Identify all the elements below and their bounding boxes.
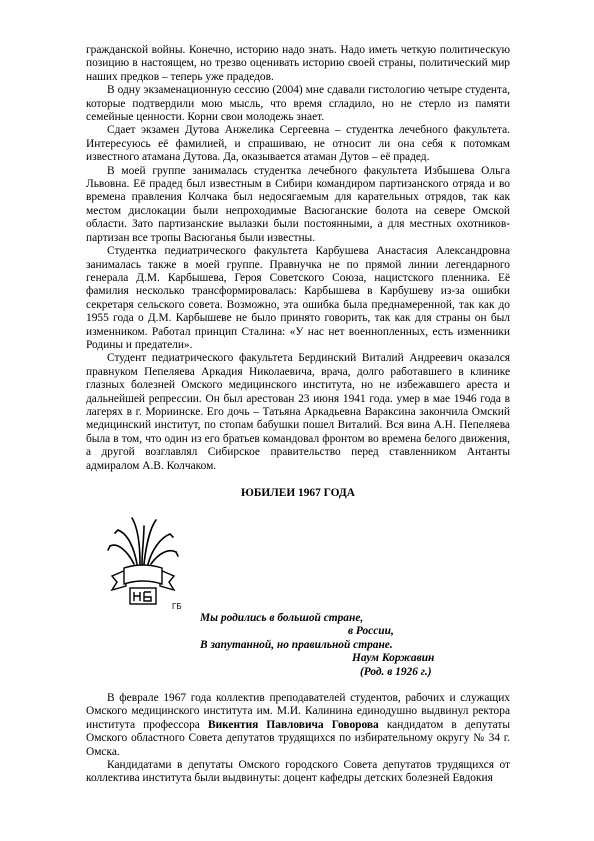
paragraph: Кандидатами в депутаты Омского городского Совета депутатов трудящихся от коллектива института были выдвинуты: доцент кафедры детских болезней Евдокия [86, 759, 510, 785]
emblem-initials: ГБ [172, 602, 182, 611]
paragraph: Студентка педиатрического факультета Карбушева Анастасия Александровна занималась также в моей группе. Правнучка не по прямой линии легендарного генерала Д.М. Карбышева, Героя Советского Союза, нацистского пленника. Её фамилия несколько трансформировалась: Карбышева в Карбушеву из-за ошибки секретаря сельского совета. Возможно, эта ошибка была преднамеренной, так как до 1955 года о Д.М. Карбышеве не было принято говорить, так как для страны он был изменником. Работал принцип Сталина: «У нас нет военнопленных, есть изменники Родины и предатели». [86, 245, 510, 351]
fountain-emblem-icon [104, 512, 182, 610]
body-text-top [86, 44, 510, 473]
epigraph-years: (Род. в 1926 г.) [360, 665, 432, 678]
body-text-bottom [86, 692, 510, 786]
paragraph-text: кандидатом в депутаты Омского областного Совета депутатов трудящихся по избирательному округу № 34 г. Омска. [86, 718, 510, 758]
epigraph-line: В запутанной, но правильной стране. [200, 638, 393, 651]
epigraph [200, 612, 440, 679]
section-title: ЮБИЛЕИ 1967 ГОДА [241, 487, 355, 499]
paragraph: В моей группе занималась студентка лечебного факультета Избышева Ольга Львовна. Её прадед был известным в Сибири командиром партизанского отряда и во времена правления Колчака был недосягаемым для карательных отрядов, так как местом дислокации были непроходимые Васюганские болота на севере Омской области. Зато партизанские вылазки были постоянными, а для местных охотников-партизан все тропы Васюганья были известны. [86, 164, 510, 244]
paragraph-text: В феврале 1967 года коллектив преподавателей студентов, рабочих и служащих Омского медицинского института им. М.И. Калинина единодушно выдвинул ректора института профессора [86, 692, 510, 731]
paragraph: Студент педиатрического факультета Бердинский Виталий Андреевич оказался правнуком Пепеляева Аркадия Николаевича, врача, долго работавшего в клинике глазных болезней Омского медицинского института, но не избежавшего ареста и дальнейшей репрессии. Он был арестован 23 июня 1941 года. умер в мае 1946 года в лагерях в г. Мориинске. Его дочь – Татьяна Аркадьевна Вараксина закончила Омский медицинский институт, по стопам бабушки пошел Виталий. Вся вина А.Н. Пепеляева была в том, что один из его братьев командовал фронтом во времена белого движения, а другой возглавлял Сибирское правительство перед ставленником Антанты адмиралом А.В. Колчаком. [86, 352, 510, 472]
epigraph-author: Наум Коржавин [352, 652, 435, 665]
epigraph-line: в России, [348, 625, 394, 638]
paragraph [86, 692, 510, 759]
paragraph: гражданской войны. Конечно, историю надо знать. Надо иметь четкую политическую позицию в настоящем, но трезво оценивать историю своей страны, политический мир наших предков – теперь уже прадедов. [86, 44, 510, 83]
paragraph: В одну экзаменационную сессию (2004) мне сдавали гистологию четыре студента, которые подтвердили мою мысль, что время сгладило, но не стерло из памяти семейные ценности. Корни свои молодежь знает. [86, 84, 510, 124]
epigraph-line: Мы родились в большой стране, [200, 612, 364, 624]
rector-name: Викентия Павловича Говорова [207, 718, 379, 731]
paragraph: Сдает экзамен Дутова Анжелика Сергеевна – студентка лечебного факультета. Интересуюсь её фамилией, и спрашиваю, не относит ли она себя к потомкам известного атамана Дутова. Да, оказывается атаман Дутов – её прадед. [86, 124, 510, 164]
